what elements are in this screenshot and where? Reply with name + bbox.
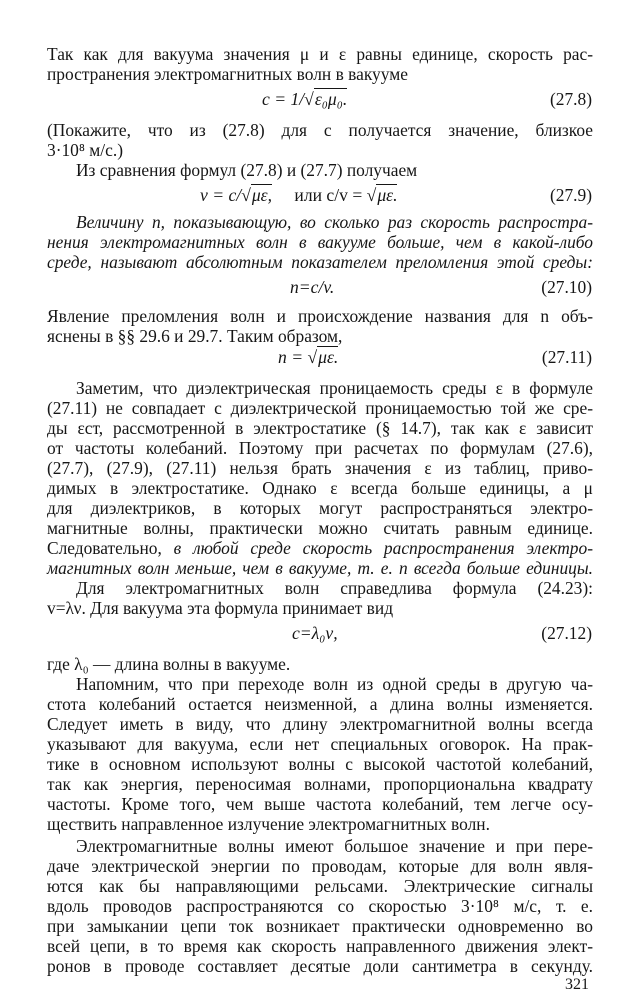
equation-lhs: n = xyxy=(278,347,308,367)
text-line: пространения электромагнитных волн в вакууме xyxy=(47,64,408,84)
text-run: Следовательно, xyxy=(47,538,174,558)
text-line: 3·10⁸ м/с.) xyxy=(47,140,123,160)
equation-lhs: v = c/ xyxy=(200,185,242,205)
equation-number: (27.12) xyxy=(541,623,592,643)
text-line: димых в электростатике. Однако ε всегда больше единицы, а μ xyxy=(47,478,593,498)
text-line: даче электрической энергии по проводам, которые для волн явля- xyxy=(47,856,593,876)
text-line: ронов в проводе составляет десятые доли сантиметра в секунду. xyxy=(47,956,593,976)
text-line: частоты. Кроме того, чем выше частота колебаний, тем легче осу- xyxy=(47,794,593,814)
text-line: от частоты колебаний. Поэтому при расчетах по формулам (27.6), xyxy=(47,438,593,458)
text-line: (Покажите, что из (27.8) для c получается значение, близкое xyxy=(47,120,593,140)
equation-27-12: c=λ₀ν, xyxy=(292,623,338,643)
equation-number: (27.11) xyxy=(541,347,592,367)
text-line: (27.11) не совпадает с диэлектрической проницаемостью той же сре- xyxy=(47,398,593,418)
equation-27-10: n=c/v. xyxy=(290,277,335,297)
text-line: так как энергия, переносимая волнами, пропорциональна квадрату xyxy=(47,774,593,794)
text-line: яснены в §§ 29.6 и 29.7. Таким образом, xyxy=(47,326,343,346)
page-number: 321 xyxy=(565,976,589,993)
text-line: ществить направленное излучение электромагнитных волн. xyxy=(47,814,490,834)
text-line: Явление преломления волн и происхождение названия для n объ- xyxy=(47,306,593,326)
text-line: при замыкании цепи ток возникает практически одновременно во xyxy=(47,916,593,936)
equation-radicand: με. xyxy=(377,185,398,205)
text-line: Напомним, что при переходе волн из одной среды в другую ча- xyxy=(76,674,593,694)
equation-27-11: n = √με. xyxy=(278,347,339,367)
text-line: (27.7), (27.9), (27.11) нельзя брать значения ε из таблиц, приво- xyxy=(47,458,593,478)
equation-number: (27.9) xyxy=(549,185,592,205)
text-line: стота колебаний остается неизменной, а длина волны изменяется. xyxy=(47,694,593,714)
equation-radicand: με, xyxy=(251,185,273,205)
text-line: Из сравнения формул (27.8) и (27.7) получаем xyxy=(76,160,418,180)
text-line xyxy=(47,538,593,558)
text-line: Следует иметь в виду, что длину электромагнитной волны всегда xyxy=(47,714,593,734)
emphasis-run: в любой среде скорость распространения электро- xyxy=(173,538,593,558)
text-line: тике в основном используют волны с высокой частотой колебаний, xyxy=(47,754,593,774)
text-line: среде, называют абсолютным показателем преломления этой среды: xyxy=(47,252,593,272)
text-line: указывают для вакуума, если нет специальных оговорок. На прак- xyxy=(47,734,593,754)
equation-radicand: με. xyxy=(318,347,339,367)
equation-27-8: c = 1/√ε₀μ₀. xyxy=(262,89,348,109)
text-line: магнитные волны, практически можно считать равным единице. xyxy=(47,518,593,538)
text-line: v=λν. Для вакуума эта формула принимает вид xyxy=(47,598,394,618)
text-line: магнитных волн меньше, чем в вакууме, т. е. n всегда больше единицы. xyxy=(47,558,593,578)
equation-radicand: ε₀μ₀. xyxy=(314,89,348,109)
equation-number: (27.10) xyxy=(541,277,592,297)
text-line: Заметим, что диэлектрическая проницаемость среды ε в формуле xyxy=(76,378,593,398)
text-line: Электромагнитные волны имеют большое значение и при пере- xyxy=(76,836,593,856)
text-line: ются как бы направляющими рельсами. Электрические сигналы xyxy=(47,876,593,896)
text-line: всей цепи, в то время как скорость направленного движения элект- xyxy=(47,936,593,956)
equation-number: (27.8) xyxy=(549,89,592,109)
text-line: ды εст, рассмотренной в электростатике (§ 14.7), так как ε зависит xyxy=(47,418,593,438)
text-line: Так как для вакуума значения μ и ε равны единице, скорость рас- xyxy=(47,44,593,64)
equation-27-9: v = c/√με, или c/v = √με. xyxy=(200,185,398,205)
text-line: Для электромагнитных волн справедлива формула (24.23): xyxy=(76,578,593,598)
equation-middle: или c/v = xyxy=(294,185,367,205)
text-line: нения электромагнитных волн в вакууме больше, чем в какой-либо xyxy=(47,232,593,252)
text-line: для диэлектриков, в которых могут распространяться электро- xyxy=(47,498,593,518)
text-line: вдоль проводов распространяются со скоростью 3·10⁸ м/с, т. е. xyxy=(47,896,593,916)
text-line: Величину n, показывающую, во сколько раз скорость распростра- xyxy=(76,212,593,232)
text-line: где λ₀ — длина волны в вакууме. xyxy=(47,654,291,674)
equation-lhs: c = 1/ xyxy=(262,89,305,109)
